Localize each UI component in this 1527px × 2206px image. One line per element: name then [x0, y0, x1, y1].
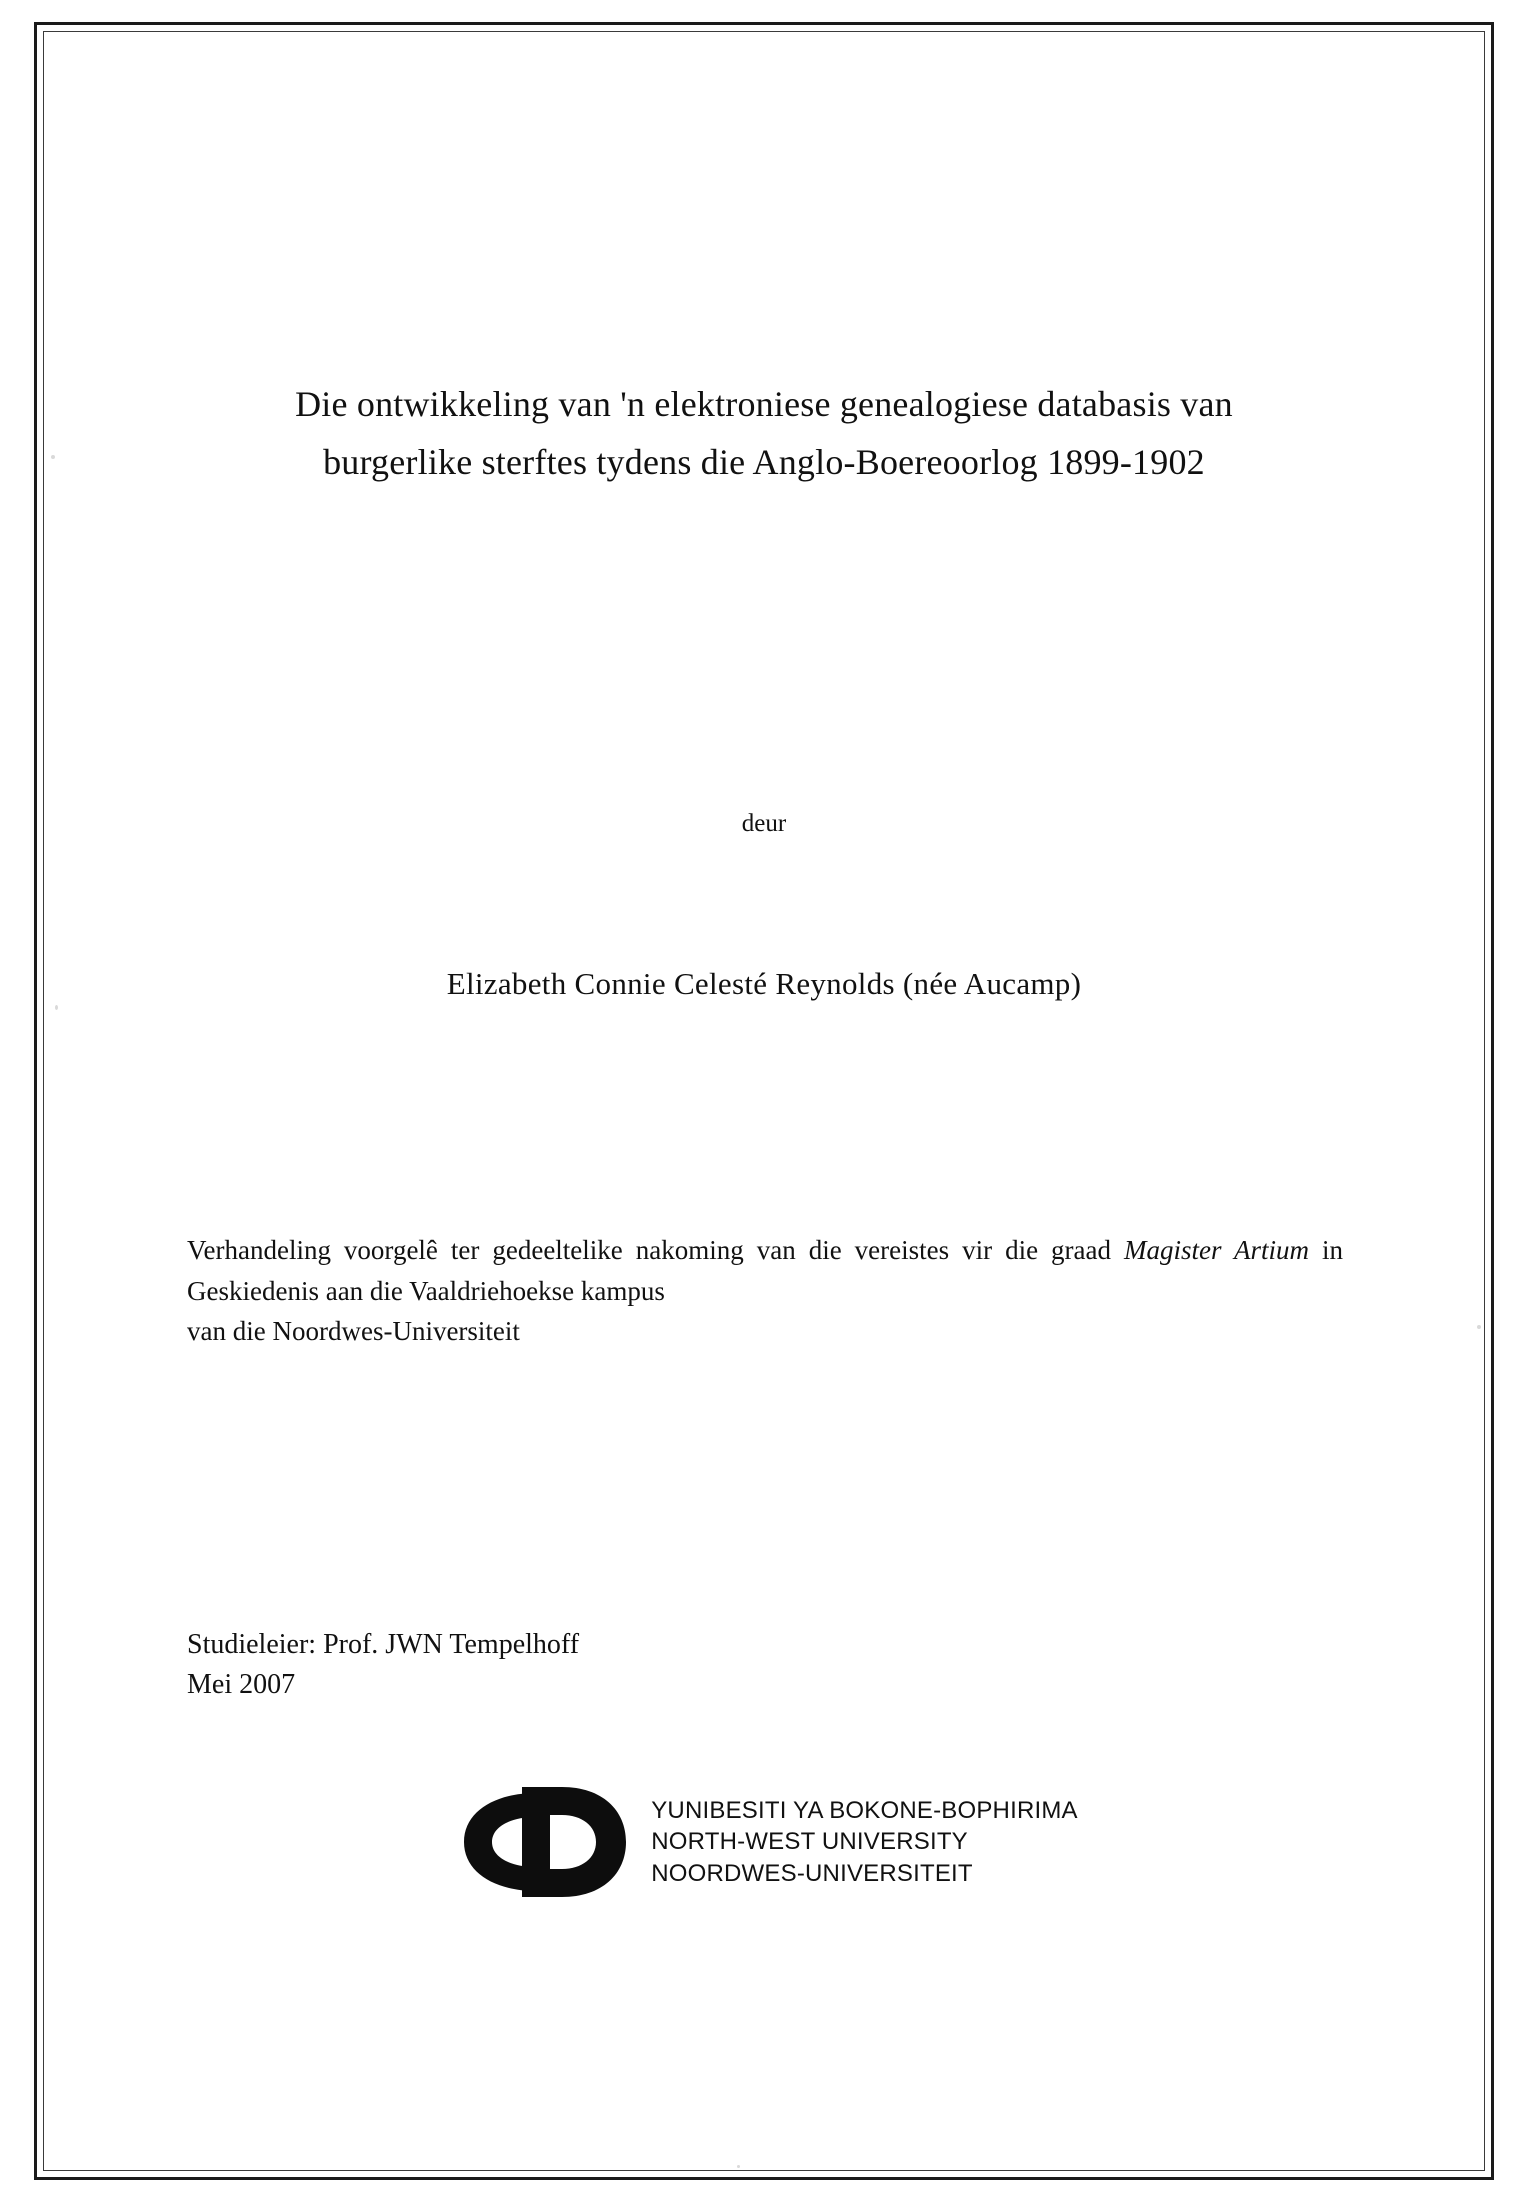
by-label: deur: [741, 810, 787, 837]
statement-text-before: Verhandeling voorgelê ter gedeeltelike nakoming van die vereistes vir die graad: [187, 1235, 1124, 1265]
degree-statement-line-2: van die Noordwes-Universiteit: [187, 1316, 520, 1346]
page-content: [37, 25, 1491, 2177]
title-line-2: burgerlike sterftes tydens die Anglo-Boereoorlog 1899-1902: [323, 442, 1205, 483]
university-logo: [37, 1783, 1491, 1901]
scan-speckle: [1477, 1325, 1481, 1329]
scan-speckle: [737, 2165, 740, 2168]
page-title: [177, 375, 1351, 492]
degree-statement-line-1: [187, 1230, 1343, 1311]
degree-statement: [187, 1230, 1343, 1352]
author-name: Elizabeth Connie Celesté Reynolds (née Aucamp): [446, 966, 1082, 1001]
scan-speckle: [55, 1005, 58, 1010]
statement-degree-italic: Magister Artium: [1124, 1235, 1309, 1265]
supervisor-line: Studieleier: Prof. JWN Tempelhoff: [187, 1629, 580, 1660]
logo-text-line-1: YUNIBESITI YA BOKONE-BOPHIRIMA: [651, 1797, 1078, 1825]
supervisor-and-date: [187, 1625, 579, 1705]
byline: [177, 810, 1351, 1002]
logo-text-block: [651, 1795, 1078, 1889]
scan-speckle: [51, 455, 55, 459]
scanned-page-frame: [34, 22, 1494, 2180]
statement-text-after: in Geskiedenis aan die Vaaldriehoekse kampus: [187, 1235, 1343, 1306]
date-line: Mei 2007: [187, 1668, 296, 1700]
logo-text-line-3: NOORDWES-UNIVERSITEIT: [651, 1859, 973, 1887]
nwu-cd-logo-icon: [450, 1783, 645, 1901]
logo-text-line-2: NORTH-WEST UNIVERSITY: [651, 1828, 968, 1856]
title-line-1: Die ontwikkeling van 'n elektroniese genealogiese databasis van: [295, 384, 1233, 424]
